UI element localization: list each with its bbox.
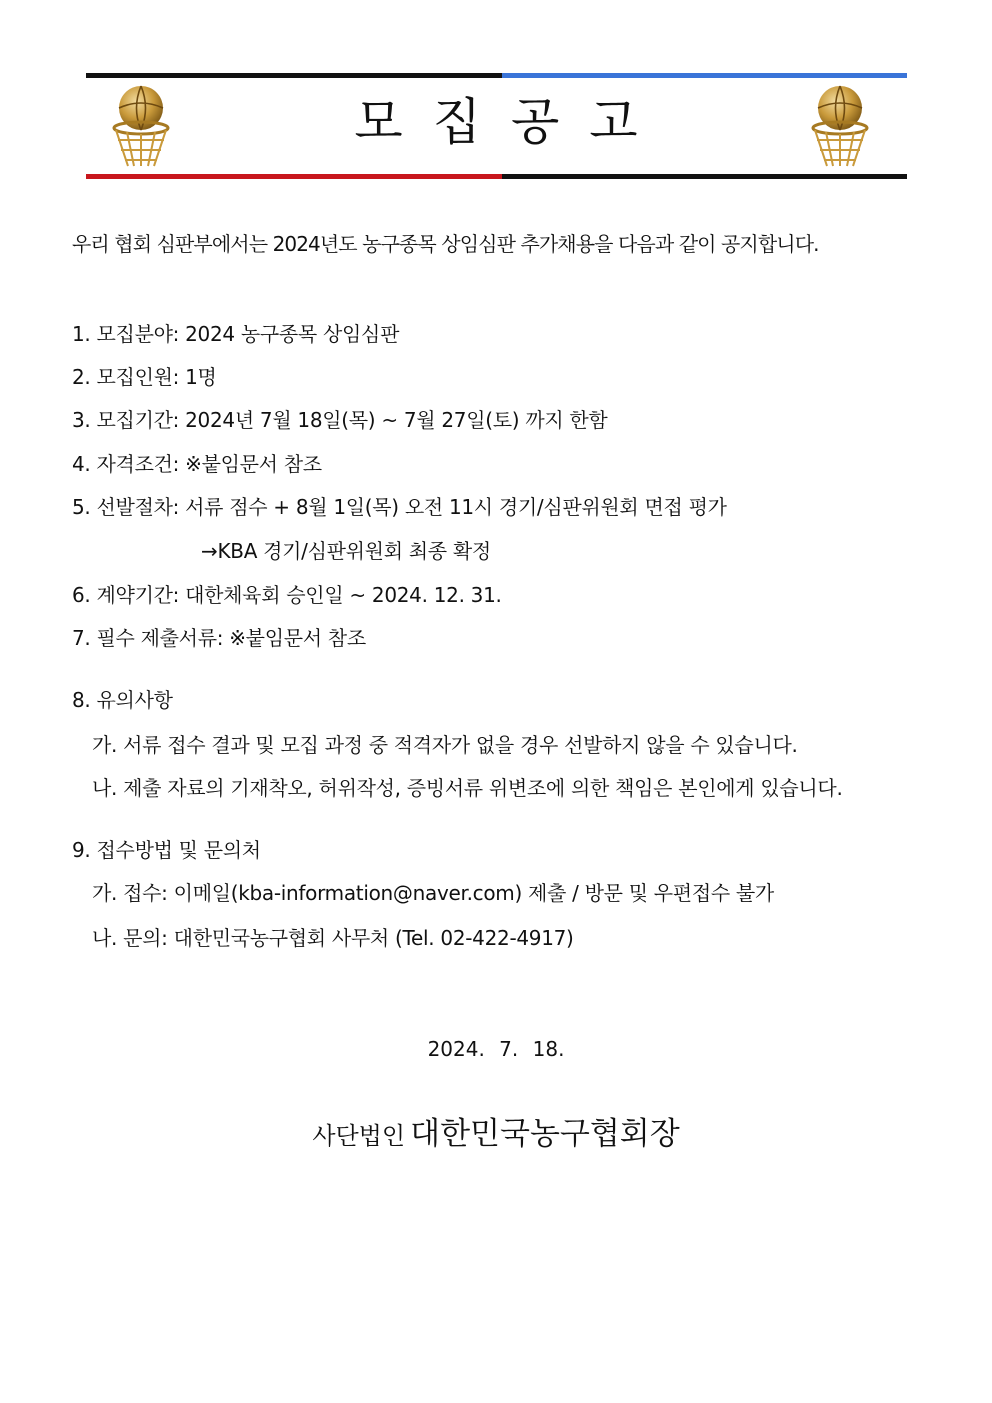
item-notes-heading: 8. 유의사항 (72, 688, 173, 712)
item-selection-process: 5. 선발절차: 서류 점수 + 8월 1일(목) 오전 11시 경기/심판위원회 면접 평가 (72, 495, 727, 519)
page-title: 모집공고 (354, 93, 668, 151)
item-recruit-count: 2. 모집인원: 1명 (72, 365, 217, 389)
item-notes-b: 나. 제출 자료의 기재착오, 허위작성, 증빙서류 위변조에 의한 책임은 본인에게 있습니다. (92, 776, 843, 800)
item-required-documents: 7. 필수 제출서류: ※붙임문서 참조 (72, 626, 366, 650)
item-notes-a: 가. 서류 접수 결과 및 모집 과정 중 적격자가 없을 경우 선발하지 않을 수 있습니다. (92, 733, 798, 757)
item-recruit-field: 1. 모집분야: 2024 농구종목 상임심판 (72, 322, 400, 346)
notice-date: 2024. 7. 18. (427, 1037, 565, 1061)
item-contact: 나. 문의: 대한민국농구협회 사무처 (Tel. 02-422-4917) (92, 926, 574, 950)
item-application-heading: 9. 접수방법 및 문의처 (72, 838, 261, 862)
header-bar-bottom-black (502, 174, 907, 179)
item-application-email: 가. 접수: 이메일(kba-information@naver.com) 제출 / 방문 및 우편접수 불가 (92, 881, 774, 905)
item-qualification: 4. 자격조건: ※붙임문서 참조 (72, 452, 322, 476)
signature (0, 1108, 992, 1153)
header-bar-top-black (86, 73, 502, 78)
item-selection-process-continued: →KBA 경기/심판위원회 최종 확정 (201, 539, 491, 563)
intro-paragraph: 우리 협회 심판부에서는 2024년도 농구종목 상임심판 추가채용을 다음과 같이 공지합니다. (72, 232, 819, 256)
signature-prefix: 사단법인 (312, 1122, 406, 1150)
header-bar-bottom-red (86, 174, 502, 179)
item-contract-period: 6. 계약기간: 대한체육회 승인일 ~ 2024. 12. 31. (72, 583, 502, 607)
signature-name: 대한민국농구협회장 (410, 1116, 680, 1152)
header-bar-top-blue (502, 73, 907, 78)
item-recruit-period: 3. 모집기간: 2024년 7월 18일(목) ~ 7월 27일(토) 까지 한함 (72, 408, 608, 432)
